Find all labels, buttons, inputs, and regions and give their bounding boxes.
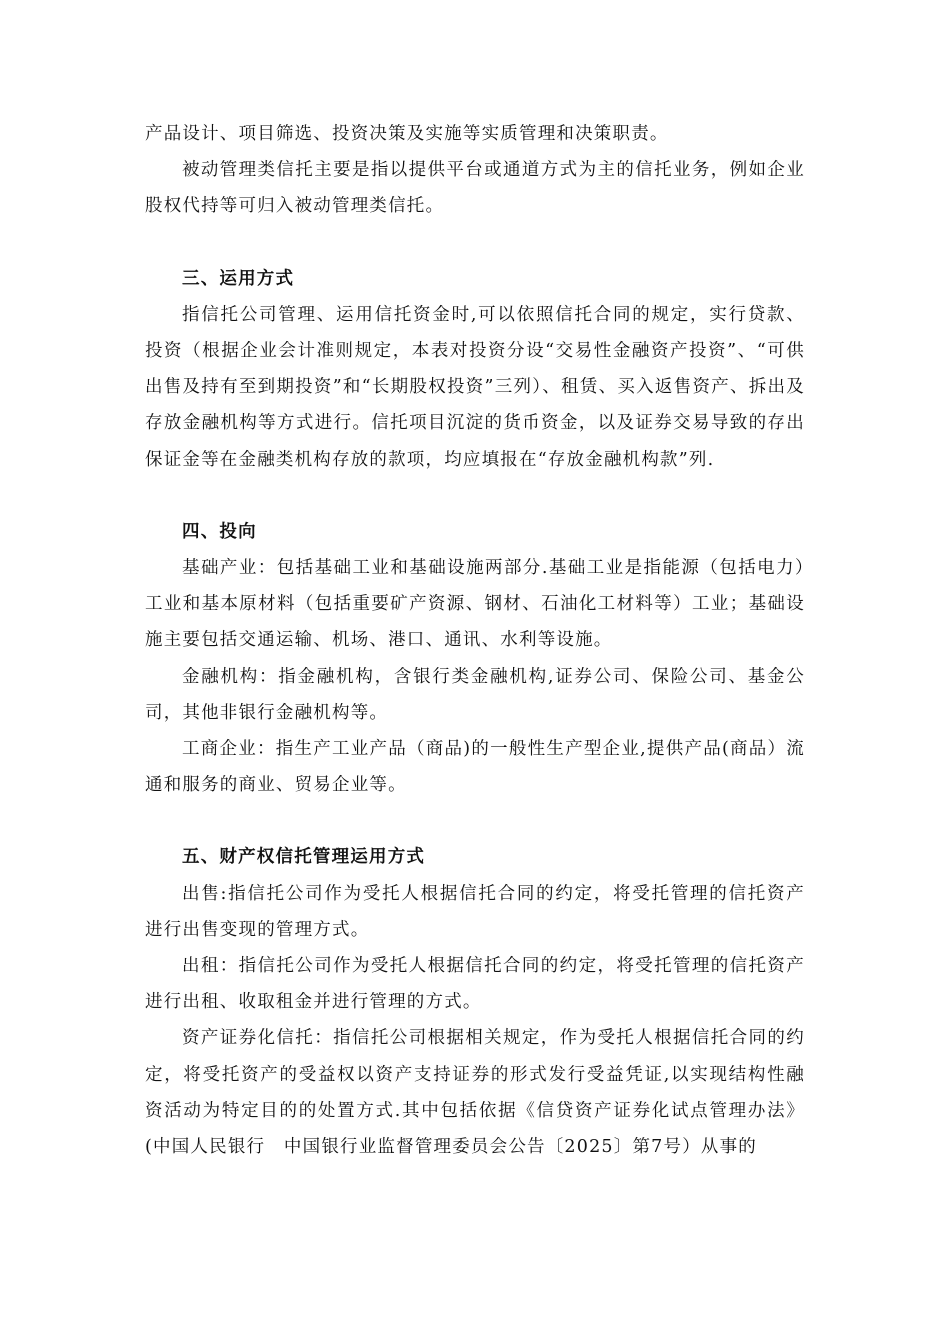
paragraph: 基础产业：包括基础工业和基础设施两部分.基础工业是指能源（包括电力）工业和基本原材料（包括重要矿产资源、钢材、石油化工材料等）工业；基础设施主要包括交通运输、机场、港口、通讯、水利等设施。: [145, 558, 805, 651]
paragraph: 被动管理类信托主要是指以提供平台或通道方式为主的信托业务，例如企业股权代持等可归入被动管理类信托。: [145, 160, 805, 217]
section-gap: [145, 478, 805, 514]
section-heading: 四、投向: [182, 521, 257, 542]
paragraph: 资产证券化信托：指信托公司根据相关规定，作为受托人根据信托合同的约定，将受托资产的受益权以资产支持证券的形式发行受益凭证,以实现结构性融资活动为特定目的的处置方式.其中包括依据《信贷资产证券化试点管理办法》(中国人民银行 中国银行业监督管理委员会公告〔2025〕第7号）从事的: [145, 1028, 805, 1158]
paragraph: 产品设计、项目筛选、投资决策及实施等实质管理和决策职责。: [145, 124, 669, 144]
paragraph: 指信托公司管理、运用信托资金时,可以依照信托合同的规定，实行贷款、投资（根据企业会计准则规定，本表对投资分设“交易性金融资产投资”、“可供出售及持有至到期投资”和“长期股权投资”三列）、租赁、买入返售资产、拆出及存放金融机构等方式进行。信托项目沉淀的货币资金，以及证券交易导致的存出保证金等在金融类机构存放的款项，均应填报在“存放金融机构款”列.: [145, 304, 805, 470]
section-gap: [145, 225, 805, 261]
section-heading: 三、运用方式: [182, 268, 295, 289]
paragraph: 工商企业：指生产工业产品（商品)的一般性生产型企业,提供产品(商品）流通和服务的商业、贸易企业等。: [145, 739, 805, 796]
paragraph: 出租：指信托公司作为受托人根据信托合同的约定，将受托管理的信托资产进行出租、收取租金并进行管理的方式。: [145, 956, 805, 1013]
section-gap: [145, 803, 805, 839]
section-heading: 五、财产权信托管理运用方式: [182, 847, 426, 868]
document-body: [145, 116, 805, 1165]
paragraph: 金融机构：指金融机构，含银行类金融机构,证券公司、保险公司、基金公司，其他非银行金融机构等。: [145, 666, 805, 723]
paragraph: 出售:指信托公司作为受托人根据信托合同的约定，将受托管理的信托资产进行出售变现的管理方式。: [145, 883, 805, 940]
